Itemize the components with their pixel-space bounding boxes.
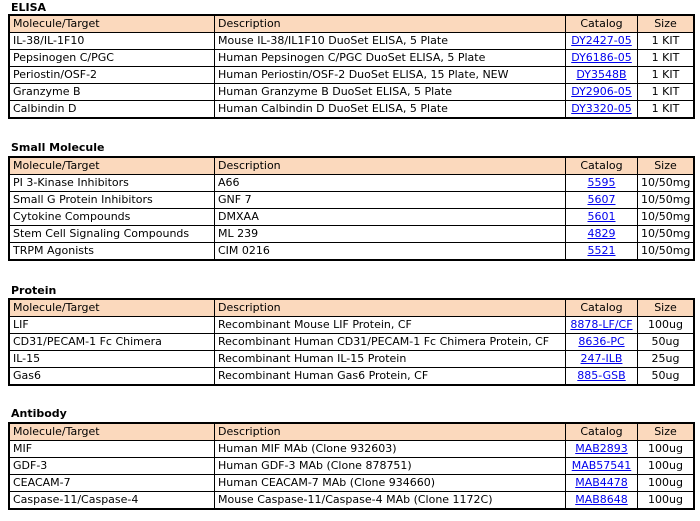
cell-size: 1 KIT — [638, 50, 694, 67]
header-description: Description — [215, 16, 566, 33]
cell-molecule-target: Caspase-11/Caspase-4 — [10, 492, 215, 509]
header-molecule-target: Molecule/Target — [10, 300, 215, 317]
cell-catalog — [566, 492, 638, 509]
cell-size: 50ug — [638, 368, 694, 385]
table-row — [10, 209, 694, 226]
header-size: Size — [638, 16, 694, 33]
cell-description: Recombinant Mouse LIF Protein, CF — [215, 317, 566, 334]
cell-molecule-target: IL-38/IL-1F10 — [10, 33, 215, 50]
header-catalog: Catalog — [566, 158, 638, 175]
cell-description: Human CEACAM-7 MAb (Clone 934660) — [215, 475, 566, 492]
cell-molecule-target: GDF-3 — [10, 458, 215, 475]
cell-catalog — [566, 175, 638, 192]
cell-description: GNF 7 — [215, 192, 566, 209]
cell-catalog — [566, 334, 638, 351]
cell-description: Human Calbindin D DuoSet ELISA, 5 Plate — [215, 101, 566, 118]
cell-catalog — [566, 101, 638, 118]
cell-description: DMXAA — [215, 209, 566, 226]
cell-catalog — [566, 50, 638, 67]
catalog-link[interactable]: 5521 — [587, 244, 616, 257]
table-row — [10, 84, 694, 101]
table-row — [10, 243, 694, 260]
header-catalog: Catalog — [566, 16, 638, 33]
catalog-link[interactable]: DY3320-05 — [571, 102, 632, 115]
cell-size: 50ug — [638, 334, 694, 351]
cell-molecule-target: Small G Protein Inhibitors — [10, 192, 215, 209]
cell-description: Human Pepsinogen C/PGC DuoSet ELISA, 5 Plate — [215, 50, 566, 67]
header-catalog: Catalog — [566, 300, 638, 317]
table-row — [10, 317, 694, 334]
cell-catalog — [566, 243, 638, 260]
cell-catalog — [566, 226, 638, 243]
cell-description: Mouse IL-38/IL1F10 DuoSet ELISA, 5 Plate — [215, 33, 566, 50]
header-molecule-target: Molecule/Target — [10, 158, 215, 175]
small-molecule-table — [9, 157, 694, 260]
cell-size: 25ug — [638, 351, 694, 368]
header-row — [10, 424, 694, 441]
catalog-link[interactable]: MAB57541 — [571, 459, 632, 472]
cell-description: Human GDF-3 MAb (Clone 878751) — [215, 458, 566, 475]
cell-molecule-target: LIF — [10, 317, 215, 334]
header-size: Size — [638, 300, 694, 317]
cell-molecule-target: Stem Cell Signaling Compounds — [10, 226, 215, 243]
cell-catalog — [566, 209, 638, 226]
elisa-table — [9, 15, 694, 118]
cell-molecule-target: IL-15 — [10, 351, 215, 368]
section-title-antibody: Antibody — [11, 407, 67, 420]
header-row — [10, 300, 694, 317]
table-row — [10, 67, 694, 84]
catalog-link[interactable]: 8636-PC — [578, 335, 625, 348]
cell-molecule-target: Granzyme B — [10, 84, 215, 101]
cell-size: 10/50mg — [638, 175, 694, 192]
catalog-link[interactable]: DY2427-05 — [571, 34, 632, 47]
cell-size: 100ug — [638, 317, 694, 334]
section-title-protein: Protein — [11, 284, 57, 297]
cell-molecule-target: Periostin/OSF-2 — [10, 67, 215, 84]
catalog-link[interactable]: 5607 — [587, 193, 616, 206]
catalog-link[interactable]: 8878-LF/CF — [570, 318, 633, 331]
cell-catalog — [566, 351, 638, 368]
section-title-elisa: ELISA — [11, 1, 47, 14]
table-row — [10, 334, 694, 351]
cell-catalog — [566, 458, 638, 475]
cell-description: A66 — [215, 175, 566, 192]
header-row — [10, 158, 694, 175]
cell-molecule-target: Calbindin D — [10, 101, 215, 118]
cell-description: CIM 0216 — [215, 243, 566, 260]
cell-description: Recombinant Human IL-15 Protein — [215, 351, 566, 368]
table-header — [10, 158, 694, 175]
section-title-small-molecule: Small Molecule — [11, 141, 105, 154]
catalog-link[interactable]: 885-GSB — [577, 369, 626, 382]
header-molecule-target: Molecule/Target — [10, 424, 215, 441]
cell-molecule-target: TRPM Agonists — [10, 243, 215, 260]
catalog-link[interactable]: MAB2893 — [575, 442, 628, 455]
table-header — [10, 16, 694, 33]
cell-size: 1 KIT — [638, 101, 694, 118]
catalog-link[interactable]: MAB8648 — [575, 493, 628, 506]
header-molecule-target: Molecule/Target — [10, 16, 215, 33]
cell-size: 1 KIT — [638, 84, 694, 101]
cell-molecule-target: CD31/PECAM-1 Fc Chimera — [10, 334, 215, 351]
cell-molecule-target: MIF — [10, 441, 215, 458]
cell-catalog — [566, 368, 638, 385]
header-description: Description — [215, 424, 566, 441]
table-row — [10, 458, 694, 475]
cell-size: 10/50mg — [638, 192, 694, 209]
cell-description: ML 239 — [215, 226, 566, 243]
catalog-link[interactable]: DY6186-05 — [571, 51, 632, 64]
catalog-link[interactable]: DY3548B — [576, 68, 627, 81]
cell-molecule-target: CEACAM-7 — [10, 475, 215, 492]
cell-molecule-target: PI 3-Kinase Inhibitors — [10, 175, 215, 192]
cell-description: Mouse Caspase-11/Caspase-4 MAb (Clone 1172C) — [215, 492, 566, 509]
catalog-link[interactable]: 5595 — [587, 176, 616, 189]
catalog-link[interactable]: 5601 — [587, 210, 616, 223]
table-row — [10, 351, 694, 368]
cell-size: 100ug — [638, 492, 694, 509]
cell-size: 10/50mg — [638, 209, 694, 226]
table-row — [10, 441, 694, 458]
cell-catalog — [566, 84, 638, 101]
catalog-link[interactable]: DY2906-05 — [571, 85, 632, 98]
cell-molecule-target: Gas6 — [10, 368, 215, 385]
cell-molecule-target: Cytokine Compounds — [10, 209, 215, 226]
cell-description: Recombinant Human CD31/PECAM-1 Fc Chimera Protein, CF — [215, 334, 566, 351]
table-row — [10, 368, 694, 385]
cell-size: 10/50mg — [638, 243, 694, 260]
cell-description: Human Granzyme B DuoSet ELISA, 5 Plate — [215, 84, 566, 101]
table-header — [10, 300, 694, 317]
cell-size: 100ug — [638, 441, 694, 458]
cell-catalog — [566, 33, 638, 50]
cell-catalog — [566, 67, 638, 84]
cell-size: 100ug — [638, 458, 694, 475]
catalog-link[interactable]: 247-ILB — [580, 352, 623, 365]
antibody-table — [9, 423, 694, 509]
header-catalog: Catalog — [566, 424, 638, 441]
cell-size: 10/50mg — [638, 226, 694, 243]
header-description: Description — [215, 300, 566, 317]
cell-catalog — [566, 441, 638, 458]
table-row — [10, 226, 694, 243]
table-row — [10, 175, 694, 192]
table-row — [10, 33, 694, 50]
table-header — [10, 424, 694, 441]
header-row — [10, 16, 694, 33]
table-row — [10, 50, 694, 67]
table-row — [10, 101, 694, 118]
catalog-link[interactable]: MAB4478 — [575, 476, 628, 489]
cell-molecule-target: Pepsinogen C/PGC — [10, 50, 215, 67]
table-row — [10, 475, 694, 492]
cell-description: Human Periostin/OSF-2 DuoSet ELISA, 15 Plate, NEW — [215, 67, 566, 84]
cell-size: 1 KIT — [638, 33, 694, 50]
cell-description: Human MIF MAb (Clone 932603) — [215, 441, 566, 458]
cell-catalog — [566, 475, 638, 492]
table-row — [10, 192, 694, 209]
header-description: Description — [215, 158, 566, 175]
cell-catalog — [566, 192, 638, 209]
protein-table — [9, 299, 694, 385]
cell-description: Recombinant Human Gas6 Protein, CF — [215, 368, 566, 385]
cell-size: 1 KIT — [638, 67, 694, 84]
cell-catalog — [566, 317, 638, 334]
table-row — [10, 492, 694, 509]
header-size: Size — [638, 424, 694, 441]
cell-size: 100ug — [638, 475, 694, 492]
catalog-link[interactable]: 4829 — [587, 227, 616, 240]
header-size: Size — [638, 158, 694, 175]
